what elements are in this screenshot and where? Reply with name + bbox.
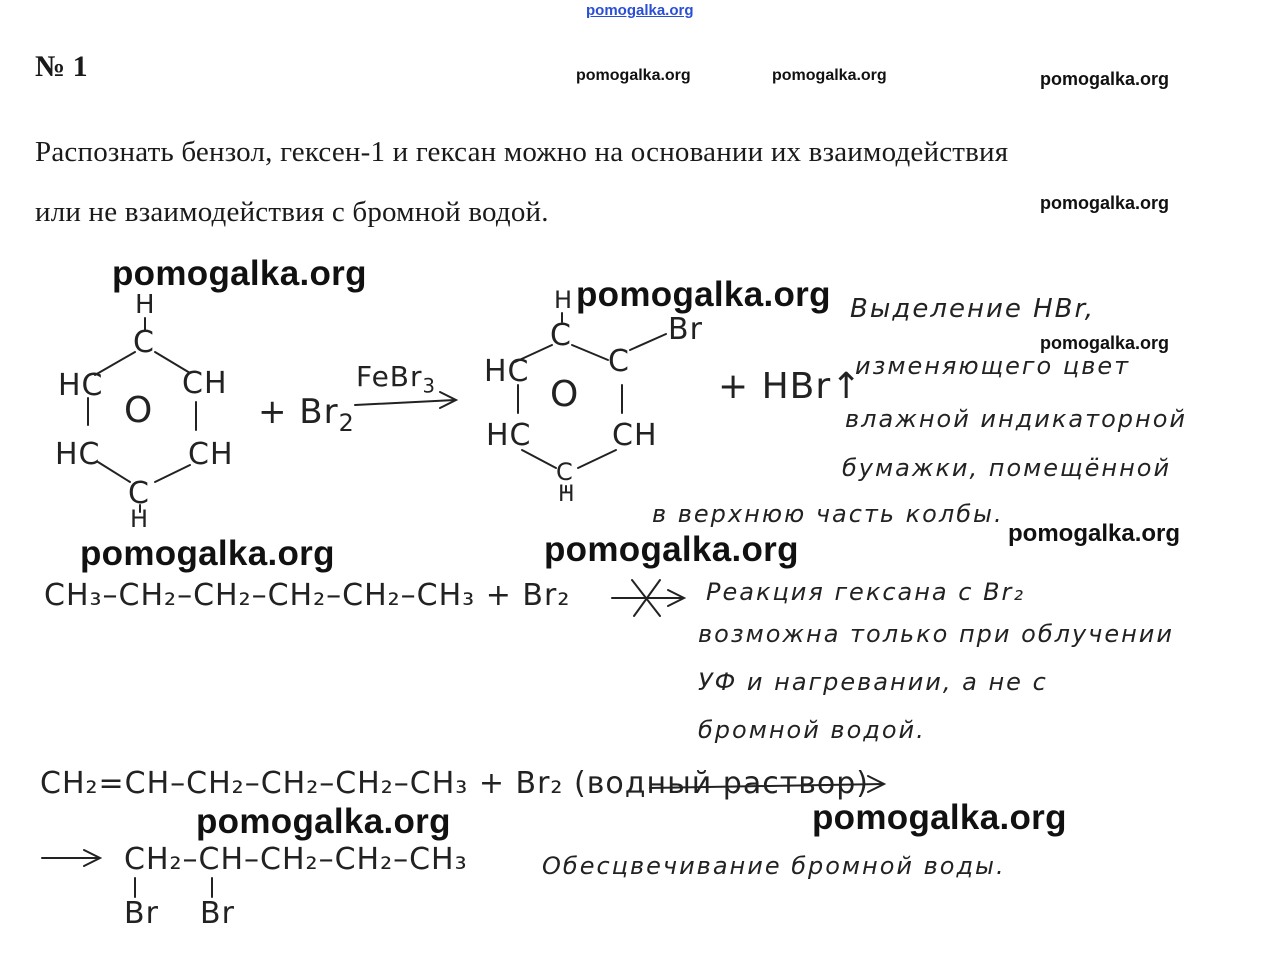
hexane-note-line: Реакция гексана с Br₂: [706, 578, 1026, 606]
ring-atom: HC: [484, 354, 530, 389]
watermark-top[interactable]: pomogalka.org: [586, 2, 694, 19]
benzene-note-line: бумажки, помещённой: [842, 454, 1172, 482]
ring-atom: H: [554, 286, 574, 314]
ring-atom: C: [608, 344, 630, 379]
ring-atom: HC: [55, 437, 101, 472]
watermark: pomogalka.org: [1040, 193, 1170, 213]
ring-atom: Br: [668, 312, 703, 347]
ring-atom: CH: [612, 418, 658, 453]
benzene-note-line: в верхнюю часть колбы.: [652, 500, 1004, 528]
ring-circle: O: [550, 374, 580, 415]
ring-atom: C: [550, 318, 572, 353]
hexane-note-line: возможна только при облучении: [698, 620, 1174, 648]
ring-atom: H: [135, 290, 156, 320]
task-text-line-2: или не взаимодействия с бромной водой.: [35, 196, 549, 228]
ring-atom: C: [133, 325, 155, 360]
benzene-note-line: Выделение HBr,: [850, 294, 1096, 324]
watermark: pomogalka.org: [1008, 520, 1181, 547]
benzene-note-line: влажной индикаторной: [845, 405, 1187, 433]
hexene-product-br: Br: [124, 896, 159, 931]
byproduct-hbr: + HBr↑: [718, 366, 863, 407]
watermark: pomogalka.org: [576, 275, 831, 314]
ring-atom: C: [556, 458, 574, 486]
ring-atom: H: [558, 482, 576, 507]
ring-atom: HC: [486, 418, 532, 453]
ring-atom: H: [130, 505, 150, 533]
hexene-product-br: Br: [200, 896, 235, 931]
hexene-note: Обесцвечивание бромной воды.: [542, 852, 1006, 880]
ring-atom: CH: [188, 437, 234, 472]
watermark: pomogalka.org: [196, 802, 451, 841]
catalyst-label: FeBr$_3$: [356, 360, 436, 398]
watermark: pomogalka.org: [812, 798, 1067, 837]
watermark: pomogalka.org: [80, 534, 335, 573]
task-text-line-1: Распознать бензол, гексен-1 и гексан можно на основании их взаимодействия: [35, 136, 1009, 168]
ring-atom: CH: [182, 366, 228, 401]
hexene-product: CH₂–CH–CH₂–CH₂–CH₃: [124, 842, 468, 877]
watermark: pomogalka.org: [772, 67, 887, 84]
ring-atom: HC: [58, 368, 104, 403]
watermark: pomogalka.org: [1040, 69, 1170, 89]
hexane-equation: CH₃–CH₂–CH₂–CH₂–CH₂–CH₃ + Br₂: [44, 578, 571, 613]
hexane-note-line: бромной водой.: [698, 716, 926, 744]
hexene-equation: CH₂=CH–CH₂–CH₂–CH₂–CH₃ + Br₂ (водный раствор): [40, 766, 869, 801]
hexane-note-line: УФ и нагревании, а не с: [698, 668, 1048, 696]
watermark: pomogalka.org: [576, 67, 691, 84]
task-number: № 1: [35, 50, 88, 83]
watermark: pomogalka.org: [544, 530, 799, 569]
watermark: pomogalka.org: [112, 254, 367, 293]
ring-circle: O: [124, 390, 154, 431]
benzene-note-line: изменяющего цвет: [855, 352, 1131, 380]
reagent-bromine: + $Br_2$: [258, 392, 355, 437]
watermark: pomogalka.org: [1040, 333, 1170, 353]
ring-atom: C: [128, 476, 150, 511]
